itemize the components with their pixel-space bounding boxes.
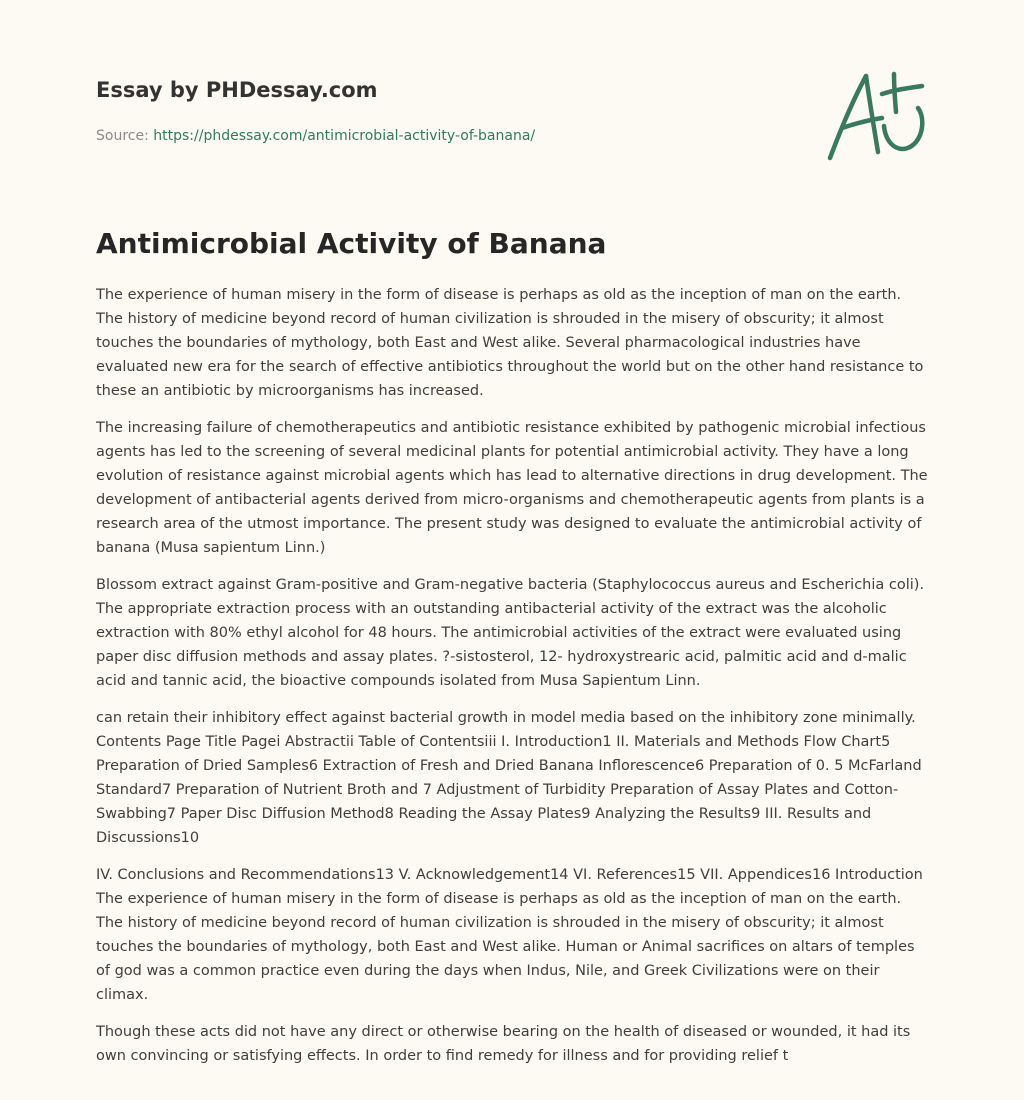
- paragraph: The increasing failure of chemotherapeutics and antibiotic resistance exhibited by pathogenic microbial infectious agents has led to the screening of several medicinal plants for potential antimicrobial activity. They have a long evolution of resistance against microbial agents which has lead to alternative directions in drug development. The development of antibacterial agents derived from micro-organisms and chemotherapeutic agents from plants is a research area of the utmost importance. The present study was designed to evaluate the antimicrobial activity of banana (Musa sapientum Linn.): [96, 420, 928, 556]
- document-body: [96, 283, 932, 1081]
- a-plus-logo-icon: [820, 64, 932, 168]
- source-line: [96, 126, 816, 146]
- paragraph: Blossom extract against Gram-positive and Gram-negative bacteria (Staphylococcus aureus and Escherichia coli). The appropriate extraction process with an outstanding antibacterial activity of the extract was the alcoholic extraction with 80% ethyl alcohol for 48 hours. The antimicrobial activities of the extract were evaluated using paper disc diffusion methods and assay plates. ?-sistosterol, 12- hydroxystrearic acid, palmitic acid and d-malic acid and tannic acid, the bioactive compounds isolated from Musa Sapientum Linn.: [96, 577, 925, 689]
- document-title: Antimicrobial Activity of Banana: [96, 227, 607, 260]
- source-label: Source:: [96, 128, 154, 144]
- paragraph: IV. Conclusions and Recommendations13 V. Acknowledgement14 VI. References15 VII. Appendices16 Introduction The experience of human misery in the form of disease is perhaps as old as the inception of man on the earth. The history of medicine beyond record of human civilization is shrouded in the misery of obscurity; it almost touches the boundaries of mythology, both East and West alike. Human or Animal sacrifices on altars of temples of god was a common practice even during the days when Indus, Nile, and Greek Civilizations were on their climax.: [96, 867, 923, 1003]
- source-link[interactable]: https://phdessay.com/antimicrobial-activity-of-banana/: [153, 128, 536, 144]
- paragraph: can retain their inhibitory effect against bacterial growth in model media based on the inhibitory zone minimally. Contents Page Title Pagei Abstractii Table of Contentsiii I. Introduction1 II. Materials and Methods Flow Chart5 Preparation of Dried Samples6 Extraction of Fresh and Dried Banana Inflorescence6 Preparation of 0. 5 McFarland Standard7 Preparation of Nutrient Broth and 7 Adjustment of Turbidity Preparation of Assay Plates and Cotton-Swabbing7 Paper Disc Diffusion Method8 Reading the Assay Plates9 Analyzing the Results9 III. Results and Discussions10: [96, 710, 922, 846]
- paragraph: Though these acts did not have any direct or otherwise bearing on the health of diseased or wounded, it had its own convincing or satisfying effects. In order to find remedy for illness and for providing relief t: [96, 1024, 911, 1064]
- paragraph: The experience of human misery in the form of disease is perhaps as old as the inception of man on the earth. The history of medicine beyond record of human civilization is shrouded in the misery of obscurity; it almost touches the boundaries of mythology, both East and West alike. Several pharmacological industries have evaluated new era for the search of effective antibiotics throughout the world but on the other hand resistance to these an antibiotic by microorganisms has increased.: [96, 287, 924, 399]
- site-title: Essay by PHDessay.com: [96, 78, 378, 102]
- page-header: [96, 76, 816, 146]
